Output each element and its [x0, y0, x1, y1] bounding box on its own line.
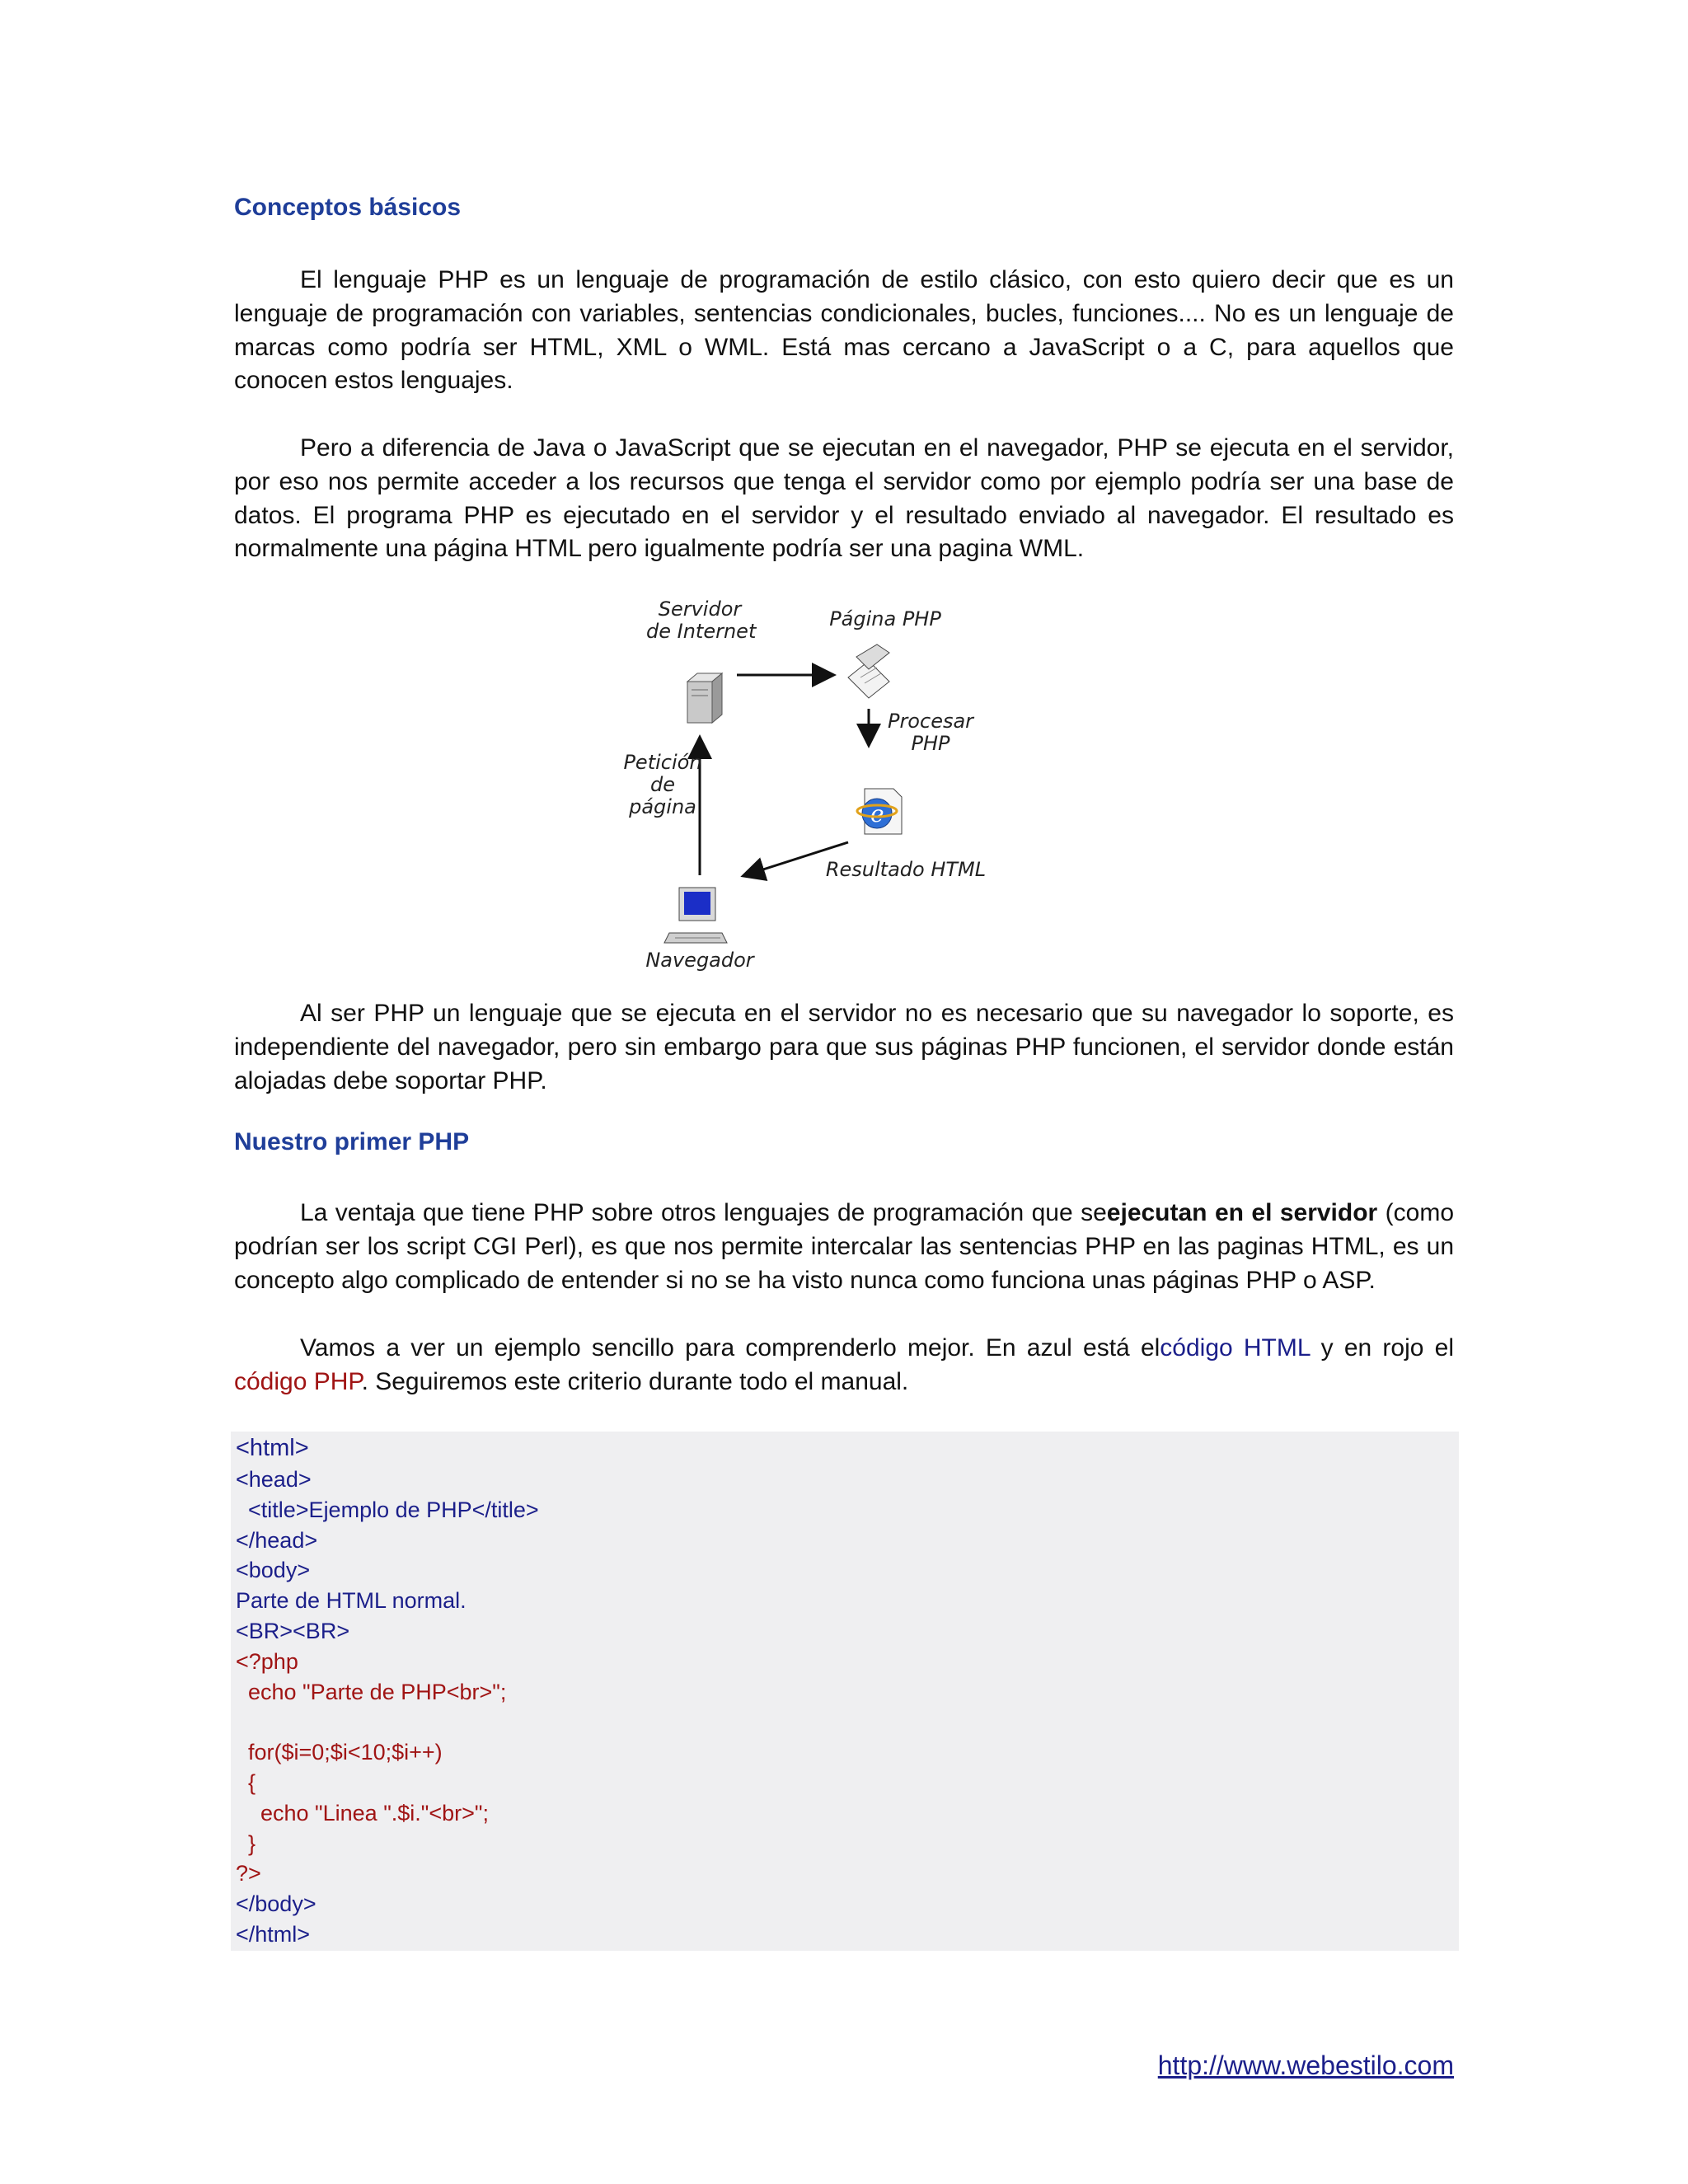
paragraph-3: Al ser PHP un lenguaje que se ejecuta en el servidor no es necesario que su navegador lo soporte, es independiente del navegador, pero sin embargo para que sus páginas PHP funcionen, el servidor donde están alojadas debe soportar PHP.: [234, 1000, 1454, 1094]
p5-text-b: y en rojo el: [1310, 1334, 1454, 1361]
html-document-icon: [857, 789, 902, 834]
p5-html-term: código HTML: [1160, 1334, 1311, 1361]
diagram-label-result: Resultado HTML: [825, 858, 987, 881]
code-line: <?php: [236, 1648, 298, 1674]
php-flow-diagram: [623, 598, 1042, 991]
p5-php-term: código PHP: [234, 1367, 362, 1395]
svg-text:e: e: [870, 800, 884, 827]
code-line: echo "Parte de PHP<br>";: [236, 1679, 507, 1704]
diagram-label-request: Petición de página: [623, 751, 702, 818]
section-title-conceptos: Conceptos básicos: [234, 194, 462, 221]
p4-text-b: (como podrían ser los script CGI Perl), es que nos permite intercalar las sentencias PHP en las paginas HTML, es un concepto algo complicado de entender si no se ha visto nunca como funciona unas páginas PHP o ASP.: [234, 1199, 1454, 1294]
paragraph-2: Pero a diferencia de Java o JavaScript que se ejecutan en el navegador, PHP se ejecuta en el servidor, por eso nos permite acceder a los recursos que tenga el servidor como por ejemplo podría ser una base de datos. El programa PHP es ejecutado en el servidor y el resultado enviado al navegador. El resultado es normalmente una página HTML pero igualmente podría ser una pagina WML.: [234, 434, 1454, 563]
code-line: <body>: [236, 1558, 311, 1583]
p4-bold-text: ejecutan en el servidor: [1106, 1199, 1378, 1226]
code-line: }: [236, 1830, 256, 1856]
code-line: [231, 1707, 1459, 1737]
diagram-label-browser: Navegador: [645, 949, 754, 972]
code-line: ?>: [236, 1861, 261, 1886]
p5-text-a: Vamos a ver un ejemplo sencillo para comprenderlo mejor. En azul está el: [300, 1334, 1160, 1361]
code-line: <head>: [236, 1467, 312, 1492]
php-page-icon: [848, 644, 889, 698]
code-line: <html>: [236, 1435, 309, 1461]
code-line: {: [236, 1769, 256, 1795]
code-line: </head>: [236, 1527, 318, 1553]
diagram-label-page: Página PHP: [829, 607, 941, 630]
p5-text-c: . Seguiremos este criterio durante todo el manual.: [361, 1367, 909, 1395]
code-line: </html>: [236, 1921, 311, 1947]
code-line: Parte de HTML normal.: [236, 1588, 467, 1614]
code-example-block: [231, 1432, 1459, 1951]
diagram-label-process: Procesar PHP: [887, 710, 974, 755]
paragraph-4: [234, 1197, 1454, 1297]
code-line: </body>: [236, 1891, 316, 1917]
code-line: echo "Linea ".$i."<br>";: [236, 1800, 490, 1825]
paragraph-5: [234, 1332, 1454, 1399]
footer-link[interactable]: http://www.webestilo.com: [1157, 2050, 1454, 2080]
code-line: <BR><BR>: [236, 1618, 350, 1643]
section-title-primer-php: Nuestro primer PHP: [234, 1128, 470, 1155]
code-line: <title>Ejemplo de PHP</title>: [236, 1497, 539, 1522]
server-icon: [687, 673, 722, 723]
paragraph-1: El lenguaje PHP es un lenguaje de programación de estilo clásico, con esto quiero decir que es un lenguaje de programación con variables, sentencias condicionales, bucles, funciones.... No es un lenguaje de marcas como podría ser HTML, XML o WML. Está mas cercano a JavaScript o a C, para aquellos que conocen estos lenguajes.: [234, 266, 1454, 395]
browser-computer-icon: [664, 888, 727, 943]
p4-text-a: La ventaja que tiene PHP sobre otros lenguajes de programación que se: [300, 1199, 1107, 1226]
diagram-label-server: Servidor de Internet: [646, 598, 757, 643]
code-line: for($i=0;$i<10;$i++): [236, 1740, 443, 1765]
